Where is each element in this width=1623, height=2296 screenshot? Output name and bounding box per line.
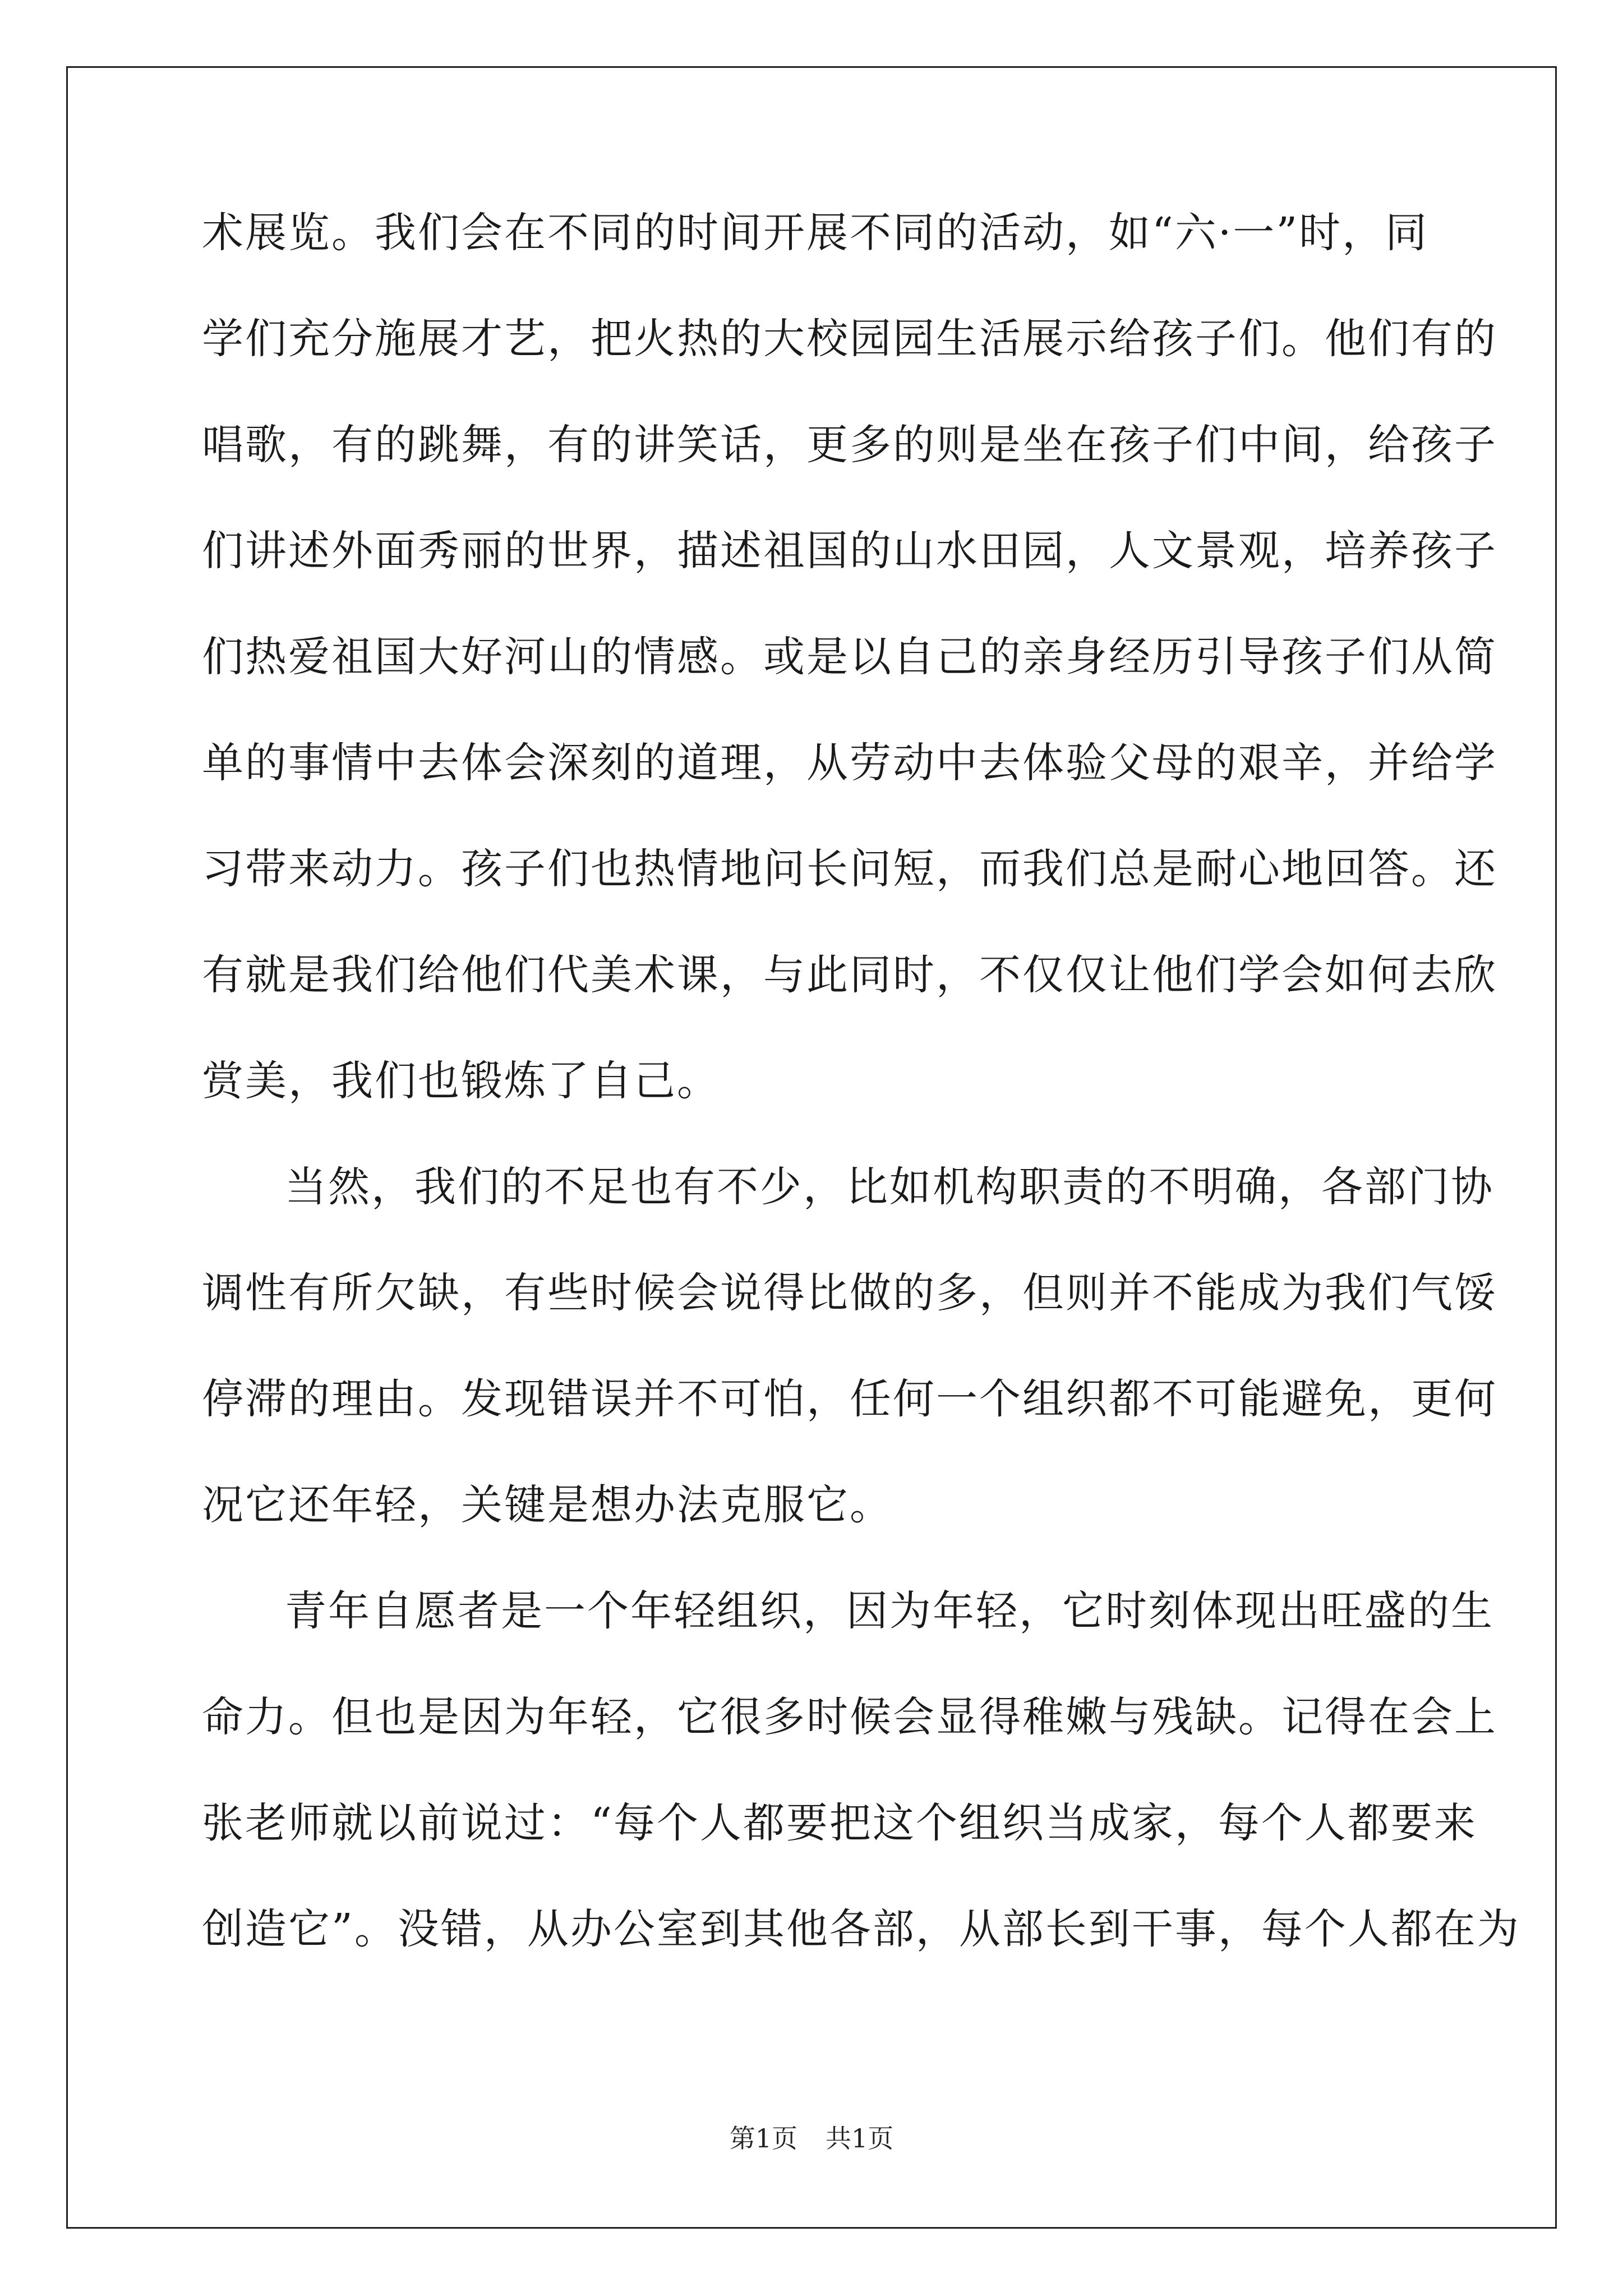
text-line: 术展览。我们会在不同的时间开展不同的活动，如“六·一”时，同 [202,209,1429,257]
paragraph-first-line: 当然，我们的不足也有不少，比如机构职责的不明确，各部门协 [285,1163,1494,1211]
text-line: 们热爱祖国大好河山的情感。或是以自己的亲身经历引导孩子们从简 [202,633,1497,681]
text-line: 习带来动力。孩子们也热情地问长问短，而我们总是耐心地回答。还 [202,845,1497,893]
text-line: 学们充分施展才艺，把火热的大校园园生活展示给孩子们。他们有的 [202,315,1497,363]
text-line: 创造它”。没错，从办公室到其他各部，从部长到干事，每个人都在为 [202,1905,1520,1953]
document-body [202,206,1520,2009]
page-total: 共1页 [826,2123,894,2154]
text-line: 赏美，我们也锻炼了自己。 [202,1057,720,1105]
text-line: 们讲述外面秀丽的世界，描述祖国的山水田园，人文景观，培养孩子 [202,527,1497,575]
page-number: 第1页 [729,2123,797,2154]
text-line: 有就是我们给他们代美术课，与此同时，不仅仅让他们学会如何去欣 [202,951,1497,999]
paragraph-first-line: 青年自愿者是一个年轻组织，因为年轻，它时刻体现出旺盛的生 [285,1587,1494,1635]
text-line: 单的事情中去体会深刻的道理，从劳动中去体验父母的艰辛，并给学 [202,739,1497,787]
text-line: 唱歌，有的跳舞，有的讲笑话，更多的则是坐在孩子们中间，给孩子 [202,421,1497,469]
page-footer [0,2122,1623,2155]
text-line: 况它还年轻，关键是想办法克服它。 [202,1481,893,1529]
text-line: 调性有所欠缺，有些时候会说得比做的多，但则并不能成为我们气馁 [202,1269,1497,1317]
text-line: 停滞的理由。发现错误并不可怕，任何一个组织都不可能避免，更何 [202,1375,1497,1423]
text-line: 命力。但也是因为年轻，它很多时候会显得稚嫩与残缺。记得在会上 [202,1693,1497,1741]
text-line: 张老师就以前说过：“每个人都要把这个组织当成家，每个人都要来 [202,1799,1477,1847]
